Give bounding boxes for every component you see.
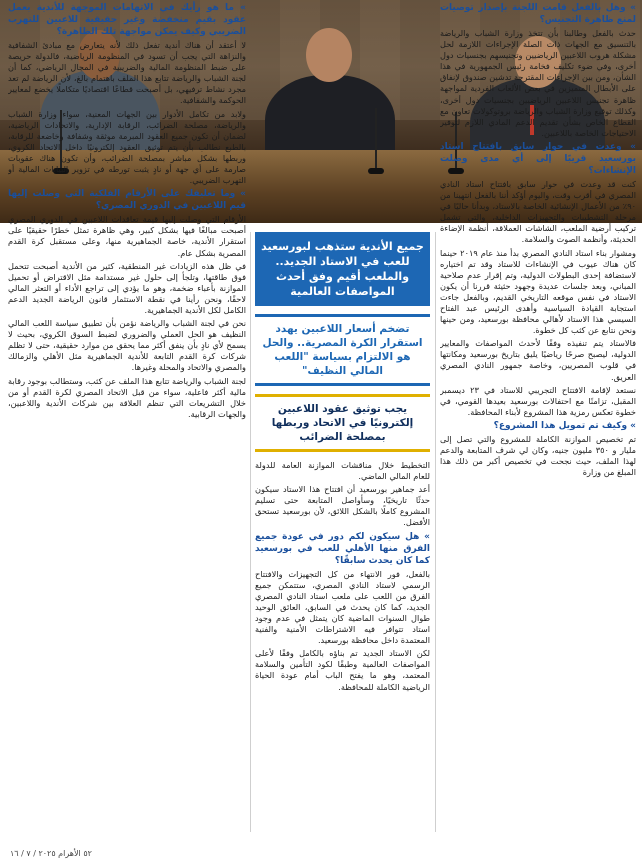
article-column-middle <box>255 232 430 832</box>
article-column-right <box>440 0 636 600</box>
paragraph: كنت قد وعدت في حوار سابق بافتتاح استاد النادي المصري في أقرب وقت، واليوم أؤكد أننا بالفعل انتهينا من ٩٠٪ من الأعمال الإنشائية الخاصة بالاستاد، وبدأنا حاليًا في مرحلة التشطيبات والتجهيزات الداخلية، والتي تشمل تركيب أرضية الملعب، الشاشات العملاقة، أنظمة الإضاءة الحديثة، وأنظمة الصوت والسلامة. <box>440 178 636 245</box>
photo-head-center <box>306 28 352 82</box>
paragraph: لا أعتقد أن هناك أندية تفعل ذلك لأنه يتعارض مع مبادئ الشفافية والنزاهة التي يجب أن تسود في المنظومة الرياضية، فالدولة حريصة على ضبط المنظومة المالية والضريبية في المجال الرياضي، كما أن لجنة الشباب والرياضة تتابع هذا الملف باهتمام بالغ، لأن الرياضة لم تعد مجرد نشاط ترفيهي، بل أصبحت قطاعًا اقتصاديًا متكاملًا يخضع لمعايير الحوكمة والشفافية. <box>8 40 246 106</box>
paragraph: أعد جماهير بورسعيد أن افتتاح هذا الاستاد سيكون حدثًا تاريخيًا، وسأواصل المتابعة حتى تسليم المشروع كاملًا بالشكل اللائق، لأن بورسعيد تستحق الأفضل. <box>255 484 430 528</box>
photo-mic-base-2 <box>368 168 384 174</box>
paragraph: لكن الاستاد الجديد تم بناؤه بالكامل وفقًا لأعلى المواصفات العالمية وطبقًا لكود التأمين والسلامة المعتمد، وهو ما يفتح الباب أمام عودة الحياة الرياضية الكاملة للمحافظة. <box>255 648 430 692</box>
middle-body-text <box>255 460 430 693</box>
paragraph: فالاستاد يتم تنفيذه وفقًا لأحدث المواصفات والمعايير الدولية، ليصبح صرحًا رياضيًا يليق بتاريخ بورسعيد ومكانتها في قلوب المصريين، وخاصة جمهور النادي المصري العريق. <box>440 338 636 382</box>
paragraph: الأرقام التي وصلت إليها قيمة تعاقدات اللاعبين في الدوري المصري أصبحت مبالغًا فيها بشكل كبير، وهي ظاهرة تمثل خطرًا حقيقيًا على استقرار الأندية، خاصة الجماهيرية منها، وعلى مستقبل كرة القدم المصرية بشكل عام. <box>8 214 246 258</box>
paragraph: التخطيط خلال مناقشات الموازنة العامة للدولة للعام المالي الماضي. <box>255 460 430 482</box>
article-column-left <box>8 0 246 600</box>
paragraph: لجنة الشباب والرياضة تتابع هذا الملف عن كثب، وستطالب بوجود رقابة مالية أكثر فاعلية، سواء من قبل الاتحاد المصري لكرة القدم أو من خلال التشريعات التي تنظم العلاقة بين شركات الأندية واللاعبين، والجهات الرقابية. <box>8 375 246 419</box>
question-heading: » وهل بالفعل قامت اللجنة بإصدار توصيات لمنع ظاهرة التجنيس؟ <box>440 3 636 25</box>
paragraph: في ظل هذه الزيادات غير المنطقية، كثير من الأندية أصبحت تتحمل فوق طاقتها، وتلجأ إلى حلول غير مستدامة مثل الاقتراض أو تحميل الموازنة بأعباء ضخمة، وهو ما يؤدي إلى تراجع الأداء أو التعثر المالي لاحقًا، ونحن رأينا في نقطة الاستثمار قانون الرياضة الجديد الدعم الكامل لكل الأندية الجماهيرية. <box>8 260 246 315</box>
question-heading: » هل سيكون لكم دور في عودة جميع الفرق منها الأهلي للعب في بورسعيد كما كان يحدث سابقًا؟ <box>255 531 430 566</box>
paragraph: حدث بالفعل وطالبنا بأن تتخذ وزارة الشباب والرياضة بالتنسيق مع الجهات ذات الصلة الإجراءات اللازمة لحل مشكلة هروب اللاعبين الرياضيين وتجنيسهم بجنسيات دول أخرى، وفي ضوء تكليف فخامة رئيس الجمهورية في هذا الشأن، ومن بين الإجراءات المقترحة تدشين صندوق لإنفاق على الأبطال المتميزين في بعض الألعاب الفردية لمواجهة ظاهرة تجنيس اللاعبين الرياضيين بجنسيات دول أخرى، وكذلك توقيع وزارة الشباب والرياضة بروتوكولات تعاون مع القطاع الخاص بشأن تقديم الدعم المادي اللازم لتوفير الاحتياجات الخاصة باللاعبين. <box>440 28 636 138</box>
paragraph: ولابد من تكامل الأدوار بين الجهات المعنية، سواء وزارة الشباب والرياضة، مصلحة الضرائب، الرقابة الإدارية، والاتحادات الرياضية، لضمان أن تكون جميع العقود المبرمة موثقة وشفافة وخاضعة للرقابة، بالطبع نطالب بأن يتم توثيق العقود إلكترونيًا داخل الاتحاد الكروي، وربطها بشكل مباشر بمصلحة الضرائب، وأن تكون هناك عقوبات صارمة على أي جهة أو نادٍ يثبت تورطه في تزوير البيانات المالية أو التهرب الضريبي. <box>8 108 246 186</box>
question-heading: » وكيف تم تمويل هذا المشروع؟ <box>493 420 636 431</box>
column-divider-right <box>435 232 436 832</box>
question-heading: » وعدت في حوار سابق بافتتاح استاد بورسعيد قريبًا إلى أي مدى وصلت الإنشاءات؟ <box>440 141 636 176</box>
paragraph: نحن في لجنة الشباب والرياضة نؤمن بأن تطبيق سياسة اللعب المالي النظيف هو الحل العملي والضروري لضبط السوق الكروي، بحيث لا يسمح لأي نادٍ بأن ينفق أكثر مما يحقق من موارد حقيقية، حتى لا تظلم شركات كرة القدم التابعة للأندية الجماهيرية مثل الأهلي والزمالك والمصري والاتحاد والمحلة وغيرها. <box>8 318 246 373</box>
paragraph: ومشوار بناء استاد النادي المصري بدأ منذ عام ٢٠١٩ حينما كان هناك عيوب في الإنشاءات للاستاد وقد تم اختياره لاستضافة إحدى البطولات الدولية، وتم إقرار عدم صلاحية المباني، وبعد جلسات عديدة وجهود حثيثة قررنا أن يكون الاستاد في نفس موقعه التاريخي القديم، وبالفعل جاءت استجابة القيادة السياسية وأهدى الرئيس عبد الفتاح السيسي هذا الاستاد لأهالي محافظة بورسعيد، ومن حينها ونحن نتابع عن كثب كل خطوة. <box>440 247 636 336</box>
pull-quote-blue: جميع الأندية ستذهب لبورسعيد للعب في الاستاد الجديد.. والملعب أقيم وفق أحدث المواصفات العالمية <box>255 232 430 306</box>
pull-quote-outline: تضخم أسعار اللاعبين يهدد استقرار الكرة المصرية.. والحل هو الالتزام بسياسة "اللعب المالي النظيف" <box>255 314 430 386</box>
question-heading: » ما هو رأيك في الاتهامات الموجهة للأندية بعمل عقود بقيم منخفضة وغير حقيقية للاعبين للتهرب الضريبي وكيف يمكن مواجهة تلك الظاهرة؟ <box>8 3 246 37</box>
page-footer: ٥٢ الأهرام ٢٠٢٥ / ٧ / ١٦ <box>10 849 92 858</box>
question-heading: » وما تعليقك على الأرقام الفلكية التي وصلت إليها قيم اللاعبين في الدوري المصري؟ <box>8 189 246 212</box>
paragraph: تم تخصيص الموازنة الكاملة للمشروع والتي تصل إلى مليار و ٣٥٠ مليون جنيه، وكان لي شرف المتابعة والدعم لهذا الملف، حيث نجحت في تخصيص أكبر من ذلك هذا المبلغ من وزارة <box>440 433 636 478</box>
photo-mic-2 <box>375 108 377 170</box>
pull-quote-gold: يجب توثيق عقود اللاعبين إلكترونيًا في الاتحاد وربطها بمصلحة الضرائب <box>255 394 430 452</box>
paragraph: بالفعل، فور الانتهاء من كل التجهيزات والافتتاح الرسمي لاستاد النادي المصري، ستتمكن جميع الفرق من اللعب على ملعب استاد النادي المصري الجديد، كما كان يحدث في السابق، العائق الوحيد طوال السنوات الماضية كان يتمثل في عدم وجود استاد تتوافر فيه الاشتراطات الأمنية والفنية المعتمدة داخل محافظة بورسعيد. <box>255 568 430 646</box>
paragraph: نستعد لإقامة الافتتاح التجريبي للاستاد في ٢٣ ديسمبر المقبل، تزامنًا مع احتفالات بورسعيد بعيدها القومي، في خطوة تعكس رمزية هذا المشروع لأبناء المحافظة. <box>440 384 636 417</box>
column-divider-left <box>250 232 251 832</box>
